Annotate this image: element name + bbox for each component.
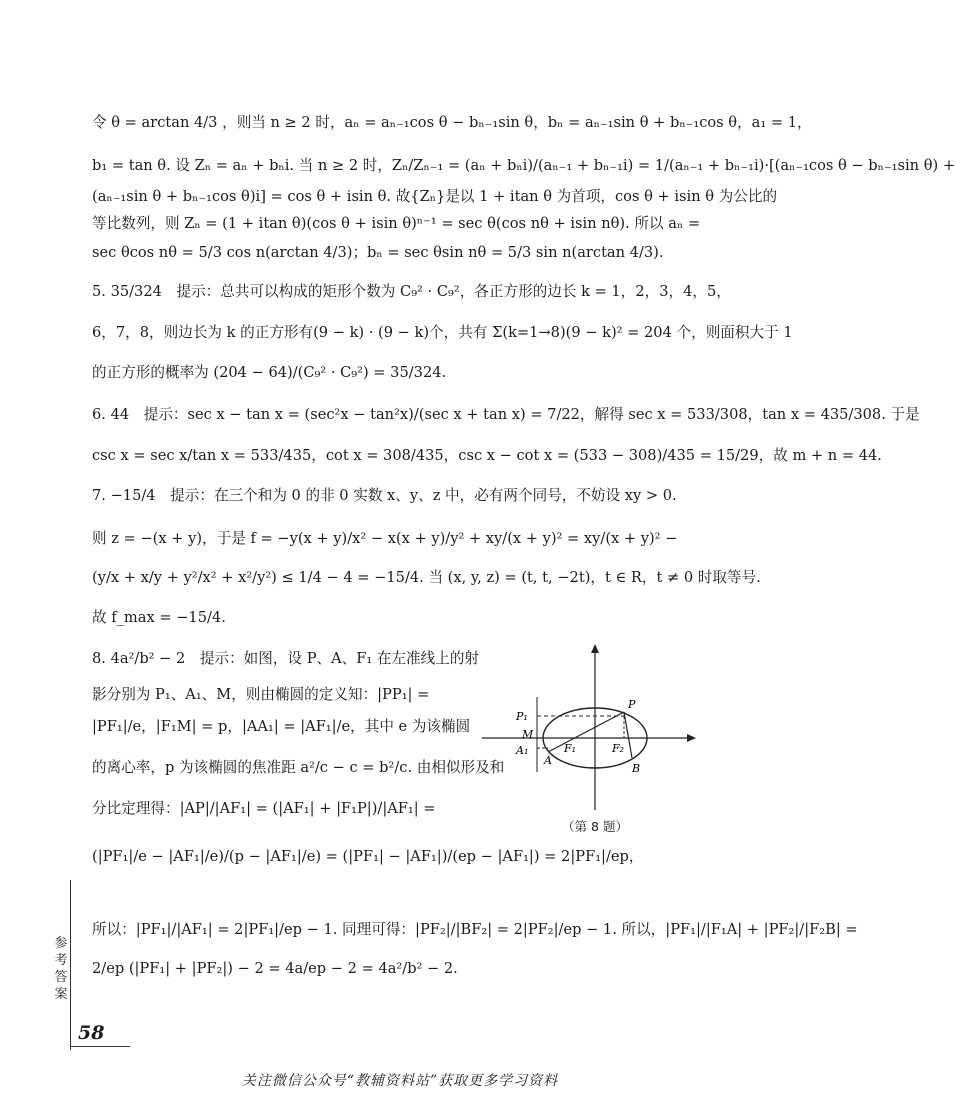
page-number: 58 — [78, 1022, 105, 1044]
text-line: 6，7，8，则边长为 k 的正方形有(9 − k) · (9 − k)个，共有 Σ(k=1→8)(9 − k)² = 204 个，则面积大于 1 — [92, 324, 793, 341]
label-b: B — [632, 762, 641, 775]
problem-5-line: 5. 35/324 提示：总共可以构成的矩形个数为 C₉² · C₉²，各正方形的边长 k = 1，2，3，4，5， — [92, 283, 731, 300]
side-tab: 参考答案 — [54, 936, 68, 1002]
text-line: |PF₁|/e，|F₁M| = p，|AA₁| = |AF₁|/e，其中 e 为该椭圆 — [92, 718, 471, 735]
label-m: M — [522, 728, 534, 741]
label-p: P — [628, 698, 636, 711]
side-rule — [70, 880, 71, 1050]
page-number-rule — [70, 1046, 130, 1047]
text-line: 等比数列，则 Zₙ = (1 + itan θ)(cos θ + isin θ)ⁿ⁻¹ = sec θ(cos nθ + isin nθ). 所以 aₙ = — [92, 215, 701, 232]
label-f1: F₁ — [564, 742, 577, 755]
text-line: 令 θ = arctan 4/3 ，则当 n ≥ 2 时，aₙ = aₙ₋₁cos θ − bₙ₋₁sin θ，bₙ = aₙ₋₁sin θ + bₙ₋₁cos θ，a₁ = 1， — [92, 114, 812, 131]
text-line: (aₙ₋₁sin θ + bₙ₋₁cos θ)i] = cos θ + isin θ. 故{Zₙ}是以 1 + itan θ 为首项，cos θ + isin θ 为公比的 — [92, 188, 778, 205]
text-line: 分比定理得：|AP|/|AF₁| = (|AF₁| + |F₁P|)/|AF₁| = — [92, 800, 436, 817]
label-f2: F₂ — [612, 742, 625, 755]
text-line: sec θcos nθ = 5/3 cos n(arctan 4/3)；bₙ = sec θsin nθ = 5/3 sin n(arctan 4/3). — [92, 244, 664, 261]
problem-6-line: 6. 44 提示：sec x − tan x = (sec²x − tan²x)/(sec x + tan x) = 7/22，解得 sec x = 533/308，tan x = 435/308. 于是 — [92, 406, 920, 423]
text-line: 的正方形的概率为 (204 − 64)/(C₉² · C₉²) = 35/324. — [92, 364, 447, 381]
text-line: (y/x + x/y + y²/x² + x²/y²) ≤ 1/4 − 4 = −15/4. 当 (x, y, z) = (t, t, −2t)，t ∈ R，t ≠ 0 时取等号. — [92, 569, 761, 586]
footer-note: 关注微信公众号“教辅资料站”获取更多学习资料 — [241, 1073, 559, 1089]
text-line: 则 z = −(x + y)，于是 f = −y(x + y)/x² − x(x + y)/y² + xy/(x + y)² = xy/(x + y)² − — [92, 530, 678, 547]
text-line: 影分别为 P₁、A₁、M，则由椭圆的定义知：|PP₁| = — [92, 686, 430, 703]
problem-7-line: 7. −15/4 提示：在三个和为 0 的非 0 实数 x、y、z 中，必有两个同号，不妨设 xy > 0. — [92, 487, 677, 504]
text-line: 2/ep (|PF₁| + |PF₂|) − 2 = 4a/ep − 2 = 4a²/b² − 2. — [92, 960, 458, 977]
text-line: (|PF₁|/e − |AF₁|/e)/(p − |AF₁|/e) = (|PF₁| − |AF₁|)/(ep − |AF₁|) = 2|PF₁|/ep， — [92, 848, 644, 865]
text-line: 所以：|PF₁|/|AF₁| = 2|PF₁|/ep − 1. 同理可得：|PF₂|/|BF₂| = 2|PF₂|/ep − 1. 所以，|PF₁|/|F₁A| + |PF₂|/|F₂B| = — [92, 921, 858, 938]
ellipse-figure — [482, 642, 704, 842]
label-a: A — [544, 754, 552, 767]
text-line: b₁ = tan θ. 设 Zₙ = aₙ + bₙi. 当 n ≥ 2 时，Zₙ/Zₙ₋₁ = (aₙ + bₙi)/(aₙ₋₁ + bₙ₋₁i) = 1/(aₙ₋₁ + bₙ₋₁i)·[(aₙ₋₁cos θ − bₙ₋₁sin θ) + — [92, 157, 955, 174]
text-line: csc x = sec x/tan x = 533/435，cot x = 308/435，csc x − cot x = (533 − 308)/435 = 15/29，故 m + n = 44. — [92, 447, 882, 464]
label-p1: P₁ — [516, 710, 528, 723]
problem-8-line: 8. 4a²/b² − 2 提示：如图，设 P、A、F₁ 在左准线上的射 — [92, 650, 480, 667]
text-line: 的离心率，p 为该椭圆的焦准距 a²/c − c = b²/c. 由相似形及和 — [92, 759, 505, 776]
text-line: 故 f_max = −15/4. — [92, 609, 226, 626]
label-a1: A₁ — [516, 744, 529, 757]
figure-caption: （第 8 题） — [562, 819, 628, 834]
